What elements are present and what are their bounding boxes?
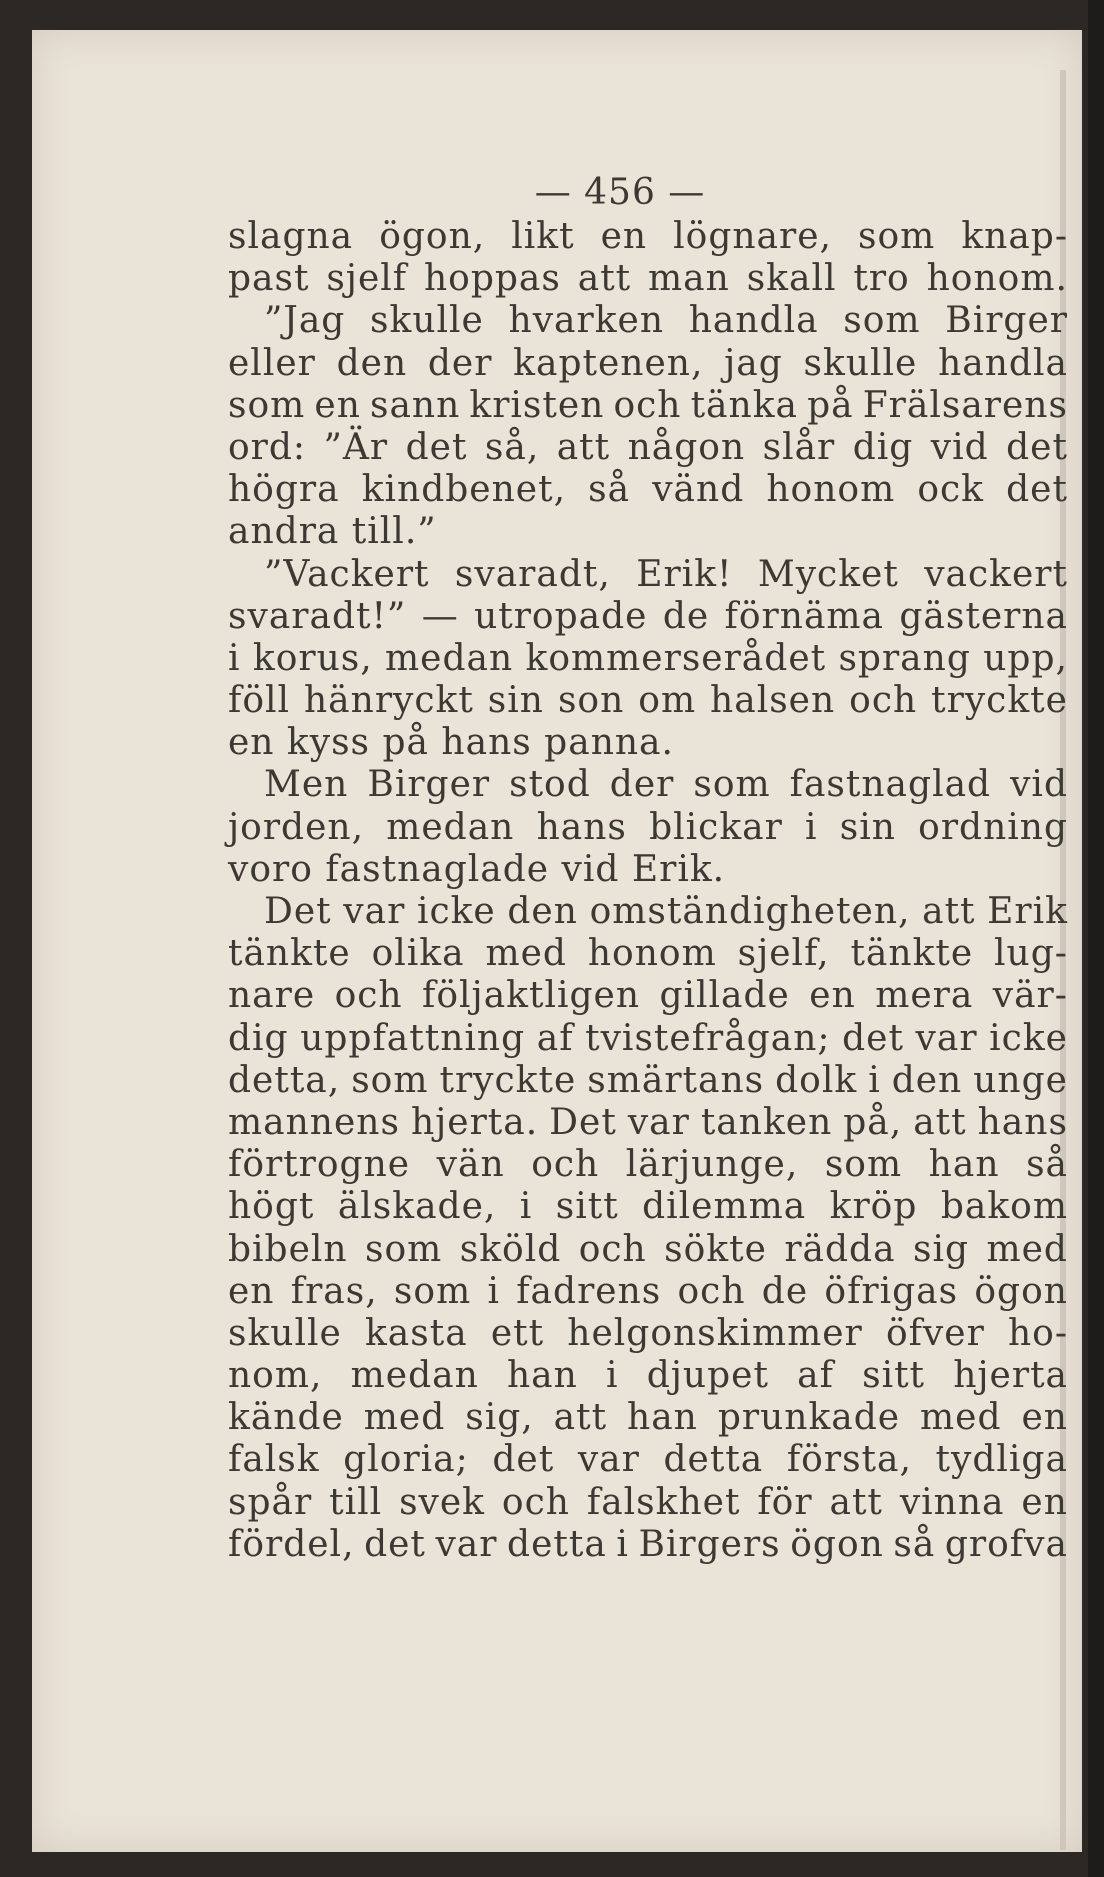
word: var bbox=[343, 891, 406, 932]
word: i bbox=[616, 1523, 629, 1565]
word: gillade bbox=[659, 975, 790, 1017]
word: detta bbox=[507, 1523, 607, 1565]
word: att bbox=[556, 426, 611, 468]
word: kristen bbox=[469, 384, 605, 426]
text-line: andra till.” bbox=[228, 511, 437, 553]
word: och bbox=[531, 1144, 600, 1186]
word: vär- bbox=[992, 975, 1068, 1017]
text-line bbox=[228, 1144, 1068, 1186]
word: det bbox=[364, 1523, 426, 1565]
word: vänd bbox=[652, 469, 745, 511]
text-line bbox=[228, 300, 1068, 342]
word: falskhet bbox=[586, 1481, 741, 1523]
word: prunkade bbox=[717, 1397, 901, 1439]
word: detta, bbox=[228, 1059, 341, 1101]
word: första, bbox=[786, 1439, 912, 1481]
word: tanken bbox=[700, 1101, 833, 1143]
word: lug- bbox=[994, 933, 1068, 975]
word: och bbox=[501, 1481, 570, 1523]
word: hjerta bbox=[953, 1355, 1068, 1397]
word: sjelf, bbox=[737, 933, 830, 975]
word: för bbox=[757, 1481, 813, 1523]
word: unge bbox=[973, 1059, 1068, 1101]
text-line bbox=[228, 638, 1068, 680]
text-line bbox=[228, 1271, 1068, 1313]
word: bibeln bbox=[228, 1228, 348, 1270]
word: och bbox=[613, 384, 682, 426]
word: en bbox=[228, 1270, 275, 1312]
text-line bbox=[228, 1229, 1068, 1271]
word: Det bbox=[549, 1101, 617, 1143]
word: vid bbox=[930, 426, 989, 468]
word: öfrigas bbox=[824, 1270, 959, 1312]
word: nom, bbox=[228, 1355, 323, 1397]
word: tänkte bbox=[850, 933, 974, 975]
word: det bbox=[1006, 426, 1068, 468]
word: tro bbox=[853, 258, 910, 300]
word: tydliga bbox=[935, 1439, 1068, 1481]
word: hänryckt bbox=[304, 680, 474, 722]
word: handla bbox=[938, 342, 1068, 384]
word: gästerna bbox=[899, 595, 1068, 637]
word: smärtans bbox=[587, 1059, 765, 1101]
word: så bbox=[1026, 1144, 1068, 1186]
word: älskade, bbox=[337, 1186, 497, 1228]
word: var bbox=[627, 1101, 690, 1143]
word: i bbox=[228, 637, 241, 679]
word: Frälsarens bbox=[862, 384, 1068, 426]
word: med bbox=[920, 1397, 1002, 1439]
word: lärjunge, bbox=[625, 1144, 799, 1186]
word: detta bbox=[663, 1439, 764, 1481]
word: att bbox=[922, 891, 976, 932]
word: hans bbox=[536, 806, 627, 848]
word: som bbox=[693, 764, 771, 806]
word: hvarken bbox=[508, 300, 665, 342]
word: han bbox=[928, 1144, 1000, 1186]
text-line bbox=[228, 764, 1068, 806]
word: en bbox=[600, 216, 648, 257]
text-line bbox=[228, 1186, 1068, 1228]
word: son bbox=[557, 680, 625, 722]
word: kände bbox=[228, 1397, 344, 1439]
word: sprang bbox=[838, 637, 971, 679]
word: hoppas bbox=[423, 258, 561, 300]
word: djupet bbox=[646, 1355, 769, 1397]
word: medan bbox=[386, 806, 515, 848]
word: medan bbox=[385, 637, 514, 679]
word: ögon, bbox=[379, 216, 486, 257]
word: till bbox=[329, 1481, 383, 1523]
word: fördel, bbox=[228, 1523, 355, 1565]
word: ord: bbox=[228, 426, 307, 468]
word: omständigheten, bbox=[589, 891, 911, 932]
word: den bbox=[891, 1059, 963, 1101]
word: sig bbox=[912, 1228, 970, 1270]
word: kindbenet, bbox=[361, 469, 567, 511]
word: Erik! bbox=[636, 553, 733, 595]
word: så bbox=[893, 1523, 936, 1565]
word: nare bbox=[228, 975, 316, 1017]
word: blickar bbox=[649, 806, 783, 848]
word: dolk bbox=[775, 1059, 858, 1101]
word: utropade bbox=[474, 595, 648, 637]
word: öfver bbox=[885, 1312, 985, 1354]
word: fastnaglad bbox=[789, 764, 992, 806]
word: knap- bbox=[961, 216, 1068, 257]
word: past bbox=[228, 258, 310, 300]
word: Birger bbox=[945, 300, 1068, 342]
text-line bbox=[228, 1439, 1068, 1481]
word: der bbox=[427, 342, 493, 384]
word: följaktligen bbox=[422, 975, 641, 1017]
word: förtrogne bbox=[228, 1144, 411, 1186]
word: och bbox=[334, 975, 403, 1017]
word: och bbox=[578, 1228, 647, 1270]
word: som bbox=[843, 300, 921, 342]
word: den bbox=[336, 342, 408, 384]
word: — bbox=[421, 595, 459, 637]
word: honom. bbox=[926, 258, 1068, 300]
word: gloria; bbox=[343, 1439, 469, 1481]
text-line bbox=[228, 427, 1068, 469]
word: skall bbox=[746, 258, 837, 300]
word: medan bbox=[350, 1355, 479, 1397]
word: sann bbox=[369, 384, 461, 426]
word: Birgers bbox=[638, 1523, 781, 1565]
word: skulle bbox=[803, 342, 918, 384]
word: ho- bbox=[1007, 1312, 1068, 1354]
word: dig bbox=[852, 426, 914, 468]
word: ock bbox=[917, 469, 984, 511]
word: icke bbox=[989, 1017, 1068, 1059]
paragraph-lines bbox=[228, 216, 1068, 1566]
text-line bbox=[228, 891, 1068, 933]
book-spine bbox=[1088, 0, 1104, 1877]
word: kaptenen, bbox=[513, 342, 704, 384]
word: sitt bbox=[862, 1355, 926, 1397]
word: i bbox=[805, 806, 818, 848]
word: att bbox=[577, 258, 632, 300]
word: i bbox=[868, 1059, 881, 1101]
word: likt bbox=[511, 216, 575, 257]
word: honom bbox=[766, 469, 896, 511]
word: sjelf bbox=[326, 258, 408, 300]
word: han bbox=[506, 1355, 578, 1397]
word: hans bbox=[977, 1101, 1068, 1143]
text-line bbox=[228, 975, 1068, 1017]
word: korus, bbox=[252, 637, 373, 679]
word: spår bbox=[228, 1481, 313, 1523]
word: som bbox=[228, 384, 306, 426]
word: någon bbox=[627, 426, 746, 468]
text-line bbox=[228, 343, 1068, 385]
word: sig, bbox=[465, 1397, 534, 1439]
word: det bbox=[405, 426, 468, 468]
word: ”Vackert bbox=[264, 553, 430, 595]
text-line bbox=[228, 807, 1068, 849]
word: kasta bbox=[364, 1312, 468, 1354]
word: rädda bbox=[784, 1228, 896, 1270]
text-line bbox=[228, 216, 1068, 258]
word: helgonskimmer bbox=[567, 1312, 863, 1354]
word: ögon bbox=[790, 1523, 884, 1565]
word: att bbox=[553, 1397, 608, 1439]
word: sin bbox=[487, 680, 544, 722]
word: med bbox=[485, 933, 567, 975]
word: tänka bbox=[690, 384, 798, 426]
word: man bbox=[648, 258, 730, 300]
word: sin bbox=[839, 806, 896, 848]
word: tvistefrågan; bbox=[585, 1017, 831, 1059]
text-line bbox=[228, 1313, 1068, 1355]
word: mannens bbox=[228, 1101, 400, 1143]
word: som bbox=[858, 216, 936, 257]
word: så bbox=[588, 469, 631, 511]
word: vid bbox=[1010, 764, 1068, 806]
word: ordning bbox=[918, 806, 1068, 848]
word: uppfattning bbox=[300, 1017, 526, 1059]
word: var bbox=[435, 1523, 498, 1565]
word: på bbox=[807, 384, 854, 426]
text-line: voro fastnaglade vid Erik. bbox=[228, 848, 726, 890]
word: mera bbox=[875, 975, 974, 1017]
page-text bbox=[228, 170, 1068, 1566]
word: ett bbox=[490, 1312, 545, 1354]
word: fadrens bbox=[516, 1270, 662, 1312]
word: skulle bbox=[370, 300, 484, 342]
word: en bbox=[1021, 1481, 1068, 1523]
word: som bbox=[824, 1144, 903, 1186]
word: och bbox=[677, 1270, 746, 1312]
word: förnäma bbox=[724, 595, 885, 637]
word: der bbox=[609, 764, 675, 806]
word: det bbox=[842, 1017, 904, 1059]
word: kröp bbox=[829, 1186, 918, 1228]
text-line bbox=[228, 554, 1068, 596]
word: en bbox=[1021, 1397, 1068, 1439]
word: ”Är bbox=[323, 426, 389, 468]
text-line bbox=[228, 680, 1068, 722]
text-line bbox=[228, 385, 1068, 427]
word: stod bbox=[509, 764, 591, 806]
word: eller bbox=[228, 342, 316, 384]
text-line bbox=[228, 1102, 1068, 1144]
word: tryckte bbox=[931, 680, 1068, 722]
word: skulle bbox=[228, 1312, 342, 1354]
word: falsk bbox=[228, 1439, 320, 1481]
word: ”Jag bbox=[264, 300, 346, 342]
word: föll bbox=[228, 680, 291, 722]
word: kommerserådet bbox=[525, 637, 827, 679]
word: svaradt!” bbox=[228, 595, 407, 637]
text-line bbox=[228, 1482, 1068, 1524]
word: tryckte bbox=[439, 1059, 577, 1101]
word: sitt bbox=[555, 1186, 619, 1228]
word: svaradt, bbox=[454, 553, 611, 595]
text-line bbox=[228, 1355, 1068, 1397]
word: om bbox=[638, 680, 697, 722]
word: som bbox=[351, 1059, 429, 1101]
word: var bbox=[915, 1017, 978, 1059]
text-line bbox=[228, 258, 1068, 300]
word: en bbox=[809, 975, 856, 1017]
text-line bbox=[228, 1018, 1068, 1060]
text-line bbox=[228, 596, 1068, 638]
word: dilemma bbox=[642, 1186, 807, 1228]
word: i bbox=[606, 1355, 619, 1397]
word: det bbox=[492, 1439, 555, 1481]
word: bakom bbox=[940, 1186, 1068, 1228]
word: grofva bbox=[944, 1523, 1068, 1565]
word: högt bbox=[228, 1186, 315, 1228]
word: vinna bbox=[899, 1481, 1005, 1523]
word: upp, bbox=[983, 637, 1068, 679]
word: på, bbox=[843, 1101, 903, 1143]
word: med bbox=[363, 1397, 446, 1439]
word: dig bbox=[228, 1017, 289, 1059]
text-line bbox=[228, 933, 1068, 975]
text-line bbox=[228, 1060, 1068, 1102]
word: i bbox=[487, 1270, 500, 1312]
text-line bbox=[228, 469, 1068, 511]
text-line bbox=[228, 1397, 1068, 1439]
word: de bbox=[761, 1270, 809, 1312]
word: och bbox=[849, 680, 918, 722]
word: att bbox=[829, 1481, 883, 1523]
word: svek bbox=[399, 1481, 485, 1523]
word: tänkte bbox=[228, 933, 351, 975]
word: fras, bbox=[290, 1270, 378, 1312]
word: han bbox=[627, 1397, 698, 1439]
word: jorden, bbox=[228, 806, 365, 848]
word: en bbox=[314, 384, 361, 426]
word: som bbox=[365, 1228, 443, 1270]
word: sköld bbox=[459, 1228, 562, 1270]
word: med bbox=[986, 1228, 1068, 1270]
word: som bbox=[393, 1270, 472, 1312]
word: halsen bbox=[710, 680, 836, 722]
word: slår bbox=[762, 426, 836, 468]
word: handla bbox=[688, 300, 819, 342]
word: i bbox=[519, 1186, 533, 1228]
word: det bbox=[1006, 469, 1068, 511]
word: slagna bbox=[228, 216, 354, 257]
word: af bbox=[536, 1017, 574, 1059]
word: hjerta. bbox=[410, 1101, 539, 1143]
word: sökte bbox=[664, 1228, 767, 1270]
word: Erik bbox=[987, 891, 1068, 932]
word: de bbox=[662, 595, 710, 637]
text-line: en kyss på hans panna. bbox=[228, 722, 674, 764]
word: högra bbox=[228, 469, 340, 511]
word: Birger bbox=[367, 764, 491, 806]
word: var bbox=[577, 1439, 640, 1481]
word: honom bbox=[587, 933, 717, 975]
word: vackert bbox=[924, 553, 1068, 595]
word: af bbox=[797, 1355, 834, 1397]
word: den bbox=[507, 891, 578, 932]
word: så, bbox=[484, 426, 540, 468]
page-number: — 456 — bbox=[534, 172, 706, 213]
word: lögnare, bbox=[673, 216, 832, 257]
word: Mycket bbox=[757, 553, 899, 595]
word: att bbox=[913, 1101, 967, 1143]
word: icke bbox=[416, 891, 496, 932]
word: Men bbox=[264, 764, 349, 806]
word: vän bbox=[436, 1144, 505, 1186]
word: jag bbox=[724, 342, 783, 384]
word: Det bbox=[264, 891, 332, 932]
word: olika bbox=[371, 933, 465, 975]
word: ögon bbox=[974, 1270, 1068, 1312]
text-line bbox=[228, 1524, 1068, 1566]
